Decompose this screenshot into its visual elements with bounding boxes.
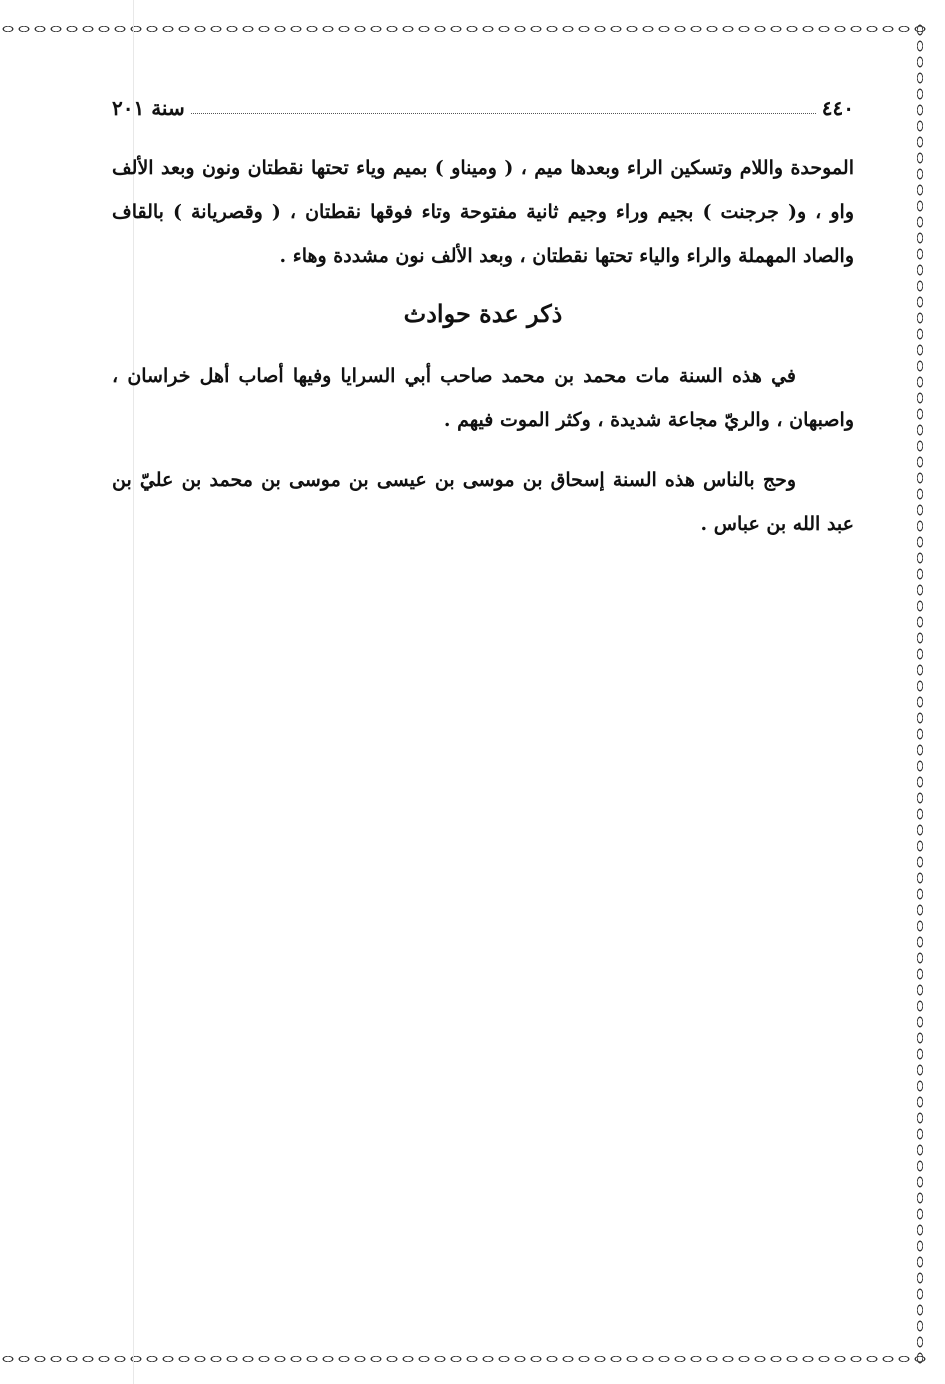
section-heading: ذكر عدة حوادث: [403, 299, 563, 328]
running-header: [112, 90, 854, 120]
paragraph: وحج بالناس هذه السنة إسحاق بن موسى بن عيسى بن موسى بن محمد بن عليّ بن عبد الله بن عباس .: [112, 469, 854, 535]
page-number: ٤٤٠: [821, 96, 854, 120]
paragraph: في هذه السنة مات محمد بن محمد صاحب أبي السرايا وفيها أصاب أهل خراسان ، واصبهان ، والريّ مجاعة شديدة ، وكثر الموت فيهم .: [112, 365, 854, 431]
decorative-border-bottom: [0, 1352, 930, 1366]
continuation-paragraph: الموحدة واللام وتسكين الراء وبعدها ميم ، ( وميناو ) بميم وياء تحتها نقطتان ونون وبعد الألف واو ، و( جرجنت ) بجيم وراء وجيم ثانية مفتوحة وتاء فوقها نقطتان ، ( وقصريانة ) بالقاف والصاد المهملة والراء والياء تحتها نقطتان ، وبعد الألف نون مشددة وهاء .: [112, 157, 854, 267]
decorative-border-top: [0, 22, 930, 36]
decorative-border-right: [912, 22, 928, 1366]
header-leader-dots: [191, 112, 816, 114]
page-content: [112, 146, 854, 546]
running-title-year: سنة ٢٠١: [112, 96, 185, 120]
